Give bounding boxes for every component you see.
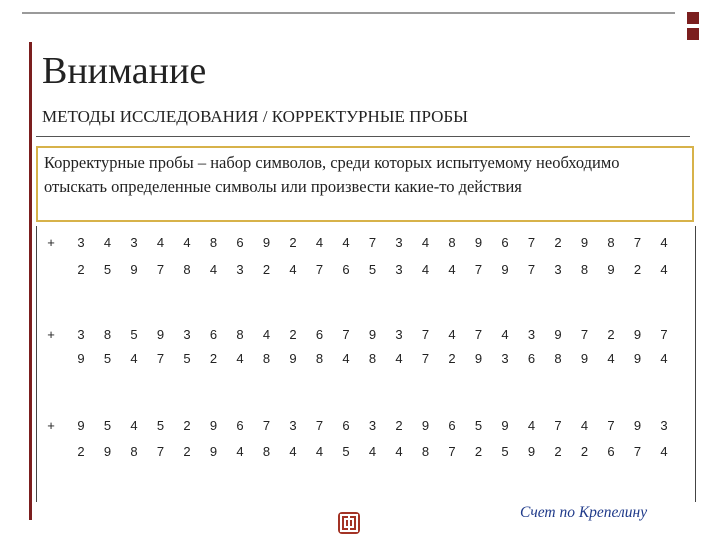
digit-cell: 4 [421, 235, 430, 250]
digit-cell: 9 [209, 444, 218, 459]
digit-cell: 5 [501, 444, 509, 459]
digit-cell: 4 [103, 235, 112, 250]
digit-cell: 2 [289, 327, 297, 342]
digit-cell: 9 [289, 351, 297, 366]
digit-cell: 9 [474, 351, 483, 366]
digit-cell: 4 [395, 444, 403, 459]
digit-cell: 5 [103, 262, 112, 277]
digit-cell: 3 [395, 327, 403, 342]
digit-cell: 8 [421, 444, 430, 459]
digit-cell: 2 [580, 444, 589, 459]
digit-cell: 7 [421, 351, 430, 366]
digit-cell: 3 [660, 418, 668, 433]
digit-cell: 8 [580, 262, 589, 277]
digit-cell: 7 [633, 444, 642, 459]
digit-cell: 8 [130, 444, 138, 459]
digit-cell: 9 [527, 444, 536, 459]
digit-cell: 4 [501, 327, 509, 342]
digit-cell: 5 [130, 327, 138, 342]
digit-cell: 9 [633, 327, 642, 342]
digit-cell: 3 [527, 327, 536, 342]
digit-row [42, 351, 692, 371]
digit-cell: 3 [77, 235, 85, 250]
digit-cell: 7 [527, 235, 536, 250]
digit-cell: 2 [289, 235, 297, 250]
digit-cell: 4 [262, 327, 271, 342]
digit-cell: 4 [130, 351, 138, 366]
digit-cell: 7 [633, 235, 642, 250]
digit-cell: 4 [368, 444, 377, 459]
digit-cell: 4 [448, 327, 456, 342]
digit-row [42, 262, 692, 282]
digit-cell: 9 [103, 444, 112, 459]
digit-cell: 7 [448, 444, 456, 459]
digit-cell: 5 [368, 262, 377, 277]
digit-row [42, 418, 692, 438]
digit-cell: 2 [183, 418, 191, 433]
digit-cell: 9 [607, 262, 615, 277]
slide-title: Внимание [42, 50, 207, 92]
digit-cell: 3 [368, 418, 377, 433]
top-rule [22, 12, 675, 14]
digit-cell: 2 [554, 444, 562, 459]
digit-cell: 7 [156, 262, 165, 277]
digit-cell: 6 [448, 418, 456, 433]
digit-cell: 6 [315, 327, 324, 342]
digit-cell: 6 [342, 418, 350, 433]
digit-cell: 4 [289, 262, 297, 277]
digit-cell: 4 [527, 418, 536, 433]
digit-cell: 4 [607, 351, 615, 366]
digit-cell: 3 [289, 418, 297, 433]
digit-cell: 3 [395, 235, 403, 250]
header-divider [36, 136, 690, 137]
digit-cell: 9 [262, 235, 271, 250]
digit-cell: 3 [130, 235, 138, 250]
digit-cell: 5 [474, 418, 483, 433]
digit-cell: 9 [554, 327, 562, 342]
digit-cell: 2 [474, 444, 483, 459]
digit-cell: 2 [77, 262, 85, 277]
digit-row [42, 444, 692, 464]
digit-cell: 4 [342, 235, 350, 250]
digit-cell: 4 [660, 351, 668, 366]
digit-cell: 5 [156, 418, 165, 433]
digit-cell: 4 [660, 444, 668, 459]
row-marker: + [47, 235, 55, 250]
digit-cell: 2 [183, 444, 191, 459]
digit-cell: 4 [421, 262, 430, 277]
digit-cell: 4 [315, 444, 324, 459]
digit-cell: 7 [554, 418, 562, 433]
digit-row [42, 327, 692, 347]
digit-cell: 8 [315, 351, 324, 366]
digit-cell: 9 [633, 418, 642, 433]
digit-cell: 7 [474, 327, 483, 342]
digit-cell: 2 [554, 235, 562, 250]
digit-cell: 9 [474, 235, 483, 250]
digit-cell: 9 [421, 418, 430, 433]
digit-cell: 9 [580, 351, 589, 366]
digit-cell: 8 [209, 235, 218, 250]
digit-cell: 3 [183, 327, 191, 342]
digit-cell: 8 [448, 235, 456, 250]
digit-cell: 6 [236, 235, 244, 250]
digit-cell: 4 [209, 262, 218, 277]
digit-cell: 7 [156, 351, 165, 366]
digit-cell: 7 [156, 444, 165, 459]
digit-cell: 7 [342, 327, 350, 342]
digit-cell: 7 [315, 262, 324, 277]
digit-cell: 2 [395, 418, 403, 433]
digit-cell: 6 [607, 444, 615, 459]
caption-kraepelin: Счет по Крепелину [520, 504, 648, 521]
definition-box: Корректурные пробы – набор символов, среди которых испытуемому необходимо отыскать определенные символы или произвести какие-то действия [36, 146, 694, 222]
digit-cell: 9 [580, 235, 589, 250]
digit-cell: 9 [633, 351, 642, 366]
digit-cell: 4 [315, 235, 324, 250]
digit-cell: 8 [103, 327, 112, 342]
digit-cell: 6 [501, 235, 509, 250]
digit-cell: 4 [183, 235, 191, 250]
digit-cell: 7 [421, 327, 430, 342]
digit-cell: 9 [77, 351, 85, 366]
digit-cell: 4 [660, 262, 668, 277]
slide-subtitle: МЕТОДЫ ИССЛЕДОВАНИЯ / КОРРЕКТУРНЫЕ ПРОБЫ [42, 107, 468, 126]
digit-cell: 4 [342, 351, 350, 366]
brand-logo-icon [338, 512, 360, 534]
digit-cell: 8 [183, 262, 191, 277]
digit-cell: 6 [342, 262, 350, 277]
digit-cell: 9 [77, 418, 85, 433]
digit-cell: 3 [395, 262, 403, 277]
digit-cell: 3 [236, 262, 244, 277]
digit-cell: 9 [501, 418, 509, 433]
digit-cell: 9 [209, 418, 218, 433]
digit-cell: 4 [660, 235, 668, 250]
digit-cell: 4 [448, 262, 456, 277]
digit-cell: 7 [607, 418, 615, 433]
digit-cell: 3 [501, 351, 509, 366]
digit-cell: 7 [580, 327, 589, 342]
digit-cell: 8 [262, 444, 271, 459]
digit-cell: 2 [448, 351, 456, 366]
digit-cell: 2 [209, 351, 218, 366]
digit-cell: 8 [607, 235, 615, 250]
corner-square-icon [687, 28, 699, 40]
digit-cell: 7 [660, 327, 668, 342]
digit-cell: 8 [262, 351, 271, 366]
digit-cell: 9 [156, 327, 165, 342]
digit-cell: 6 [209, 327, 218, 342]
digit-cell: 4 [236, 444, 244, 459]
left-accent-bar [29, 42, 32, 520]
digit-cell: 5 [103, 351, 112, 366]
digit-cell: 9 [368, 327, 377, 342]
digit-cell: 9 [501, 262, 509, 277]
digit-cell: 2 [262, 262, 271, 277]
digit-cell: 4 [580, 418, 589, 433]
digit-cell: 9 [130, 262, 138, 277]
digit-cell: 2 [607, 327, 615, 342]
digit-cell: 4 [395, 351, 403, 366]
corner-square-icon [687, 12, 699, 24]
digit-row [42, 235, 692, 255]
digit-cell: 4 [130, 418, 138, 433]
digit-cell: 7 [474, 262, 483, 277]
digit-cell: 5 [103, 418, 112, 433]
digit-cell: 5 [342, 444, 350, 459]
digit-cell: 7 [315, 418, 324, 433]
digit-cell: 6 [527, 351, 536, 366]
digit-cell: 8 [236, 327, 244, 342]
digit-cell: 3 [77, 327, 85, 342]
digit-cell: 3 [554, 262, 562, 277]
digit-cell: 4 [156, 235, 165, 250]
row-marker: + [47, 327, 55, 342]
digit-cell: 2 [633, 262, 642, 277]
digit-cell: 7 [527, 262, 536, 277]
digit-cell: 8 [368, 351, 377, 366]
digit-cell: 4 [236, 351, 244, 366]
digit-cell: 7 [368, 235, 377, 250]
digit-cell: 2 [77, 444, 85, 459]
digit-cell: 7 [262, 418, 271, 433]
digit-cell: 4 [289, 444, 297, 459]
digit-cell: 5 [183, 351, 191, 366]
digit-cell: 8 [554, 351, 562, 366]
row-marker: + [47, 418, 55, 433]
digit-cell: 6 [236, 418, 244, 433]
